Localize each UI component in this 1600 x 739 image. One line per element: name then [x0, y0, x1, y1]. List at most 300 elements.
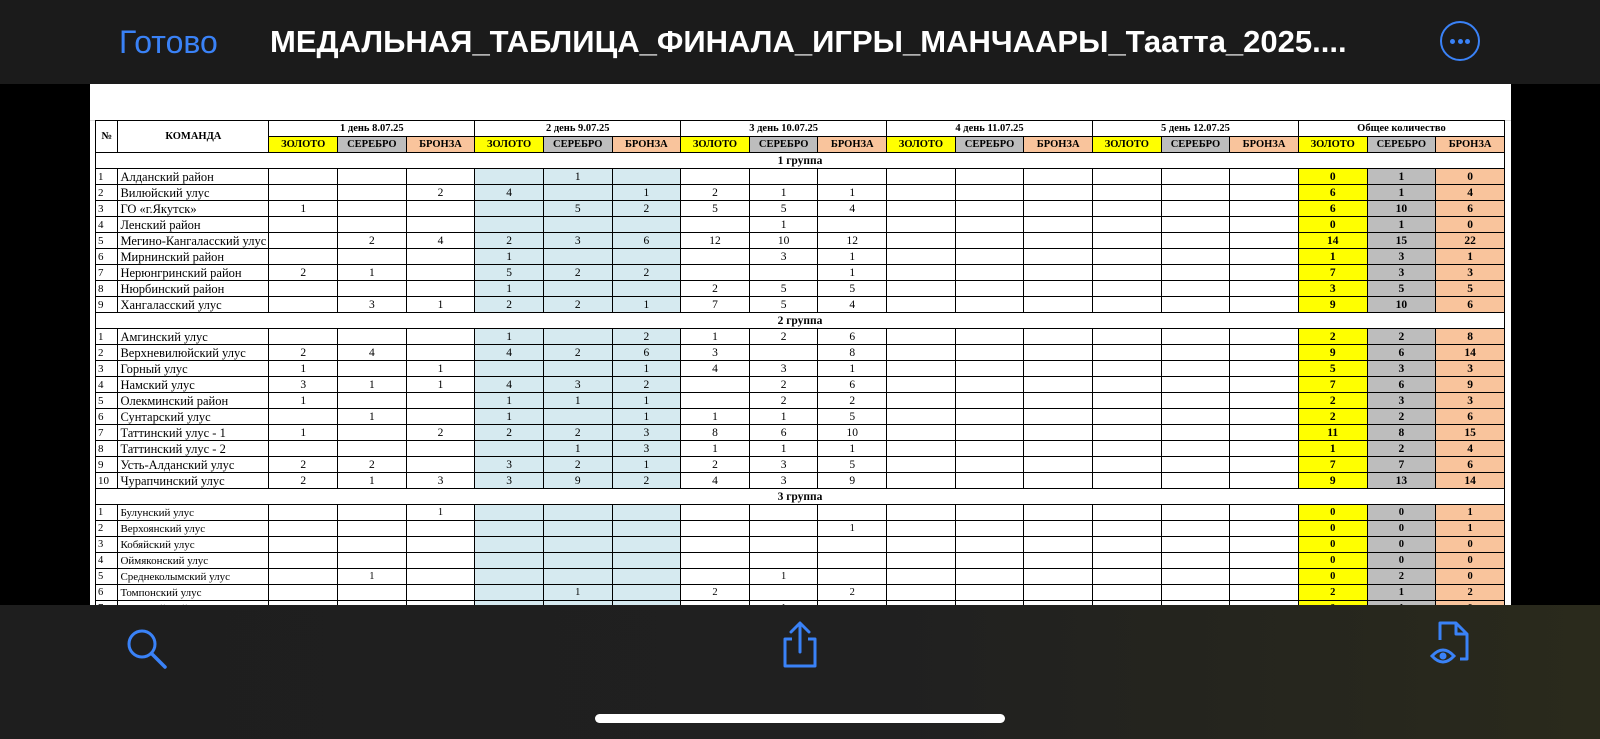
medal-count-cell: 1	[612, 409, 681, 425]
total-cell: 0	[1298, 537, 1367, 553]
medal-count-cell: 3	[475, 473, 544, 489]
medal-count-cell	[1092, 537, 1161, 553]
medal-count-cell: 1	[749, 409, 818, 425]
medal-count-cell	[1024, 217, 1093, 233]
medal-count-cell: 1	[749, 569, 818, 585]
medal-count-cell	[269, 569, 338, 585]
team-name: Таттинский улус - 2	[118, 441, 269, 457]
medal-count-cell	[1161, 441, 1230, 457]
group-title: 1 группа	[96, 153, 1505, 169]
total-cell: 9	[1298, 345, 1367, 361]
medal-header: ЗОЛОТО	[1298, 137, 1367, 153]
total-cell: 14	[1298, 233, 1367, 249]
medal-count-cell	[406, 217, 475, 233]
medal-count-cell: 1	[406, 297, 475, 313]
total-cell: 14	[1436, 345, 1505, 361]
row-number: 2	[96, 185, 118, 201]
table-row	[96, 473, 1505, 489]
medal-count-cell	[1161, 409, 1230, 425]
group-header-row	[96, 153, 1505, 169]
medal-count-cell	[1024, 537, 1093, 553]
medal-count-cell	[543, 249, 612, 265]
total-cell: 9	[1436, 377, 1505, 393]
day-header: 2 день 9.07.25	[475, 121, 681, 137]
total-cell: 2	[1367, 569, 1436, 585]
medal-count-cell	[269, 537, 338, 553]
medal-count-cell	[338, 217, 407, 233]
medal-count-cell: 2	[681, 585, 750, 601]
medal-count-cell	[1092, 249, 1161, 265]
medal-count-cell: 3	[749, 361, 818, 377]
medal-count-cell	[338, 505, 407, 521]
row-number: 5	[96, 393, 118, 409]
table-row	[96, 537, 1505, 553]
medal-count-cell	[338, 393, 407, 409]
total-cell: 1	[1367, 585, 1436, 601]
total-cell: 0	[1298, 505, 1367, 521]
medal-count-cell	[1092, 553, 1161, 569]
medal-count-cell	[749, 537, 818, 553]
medal-header: ЗОЛОТО	[269, 137, 338, 153]
total-cell: 7	[1298, 377, 1367, 393]
medal-count-cell: 1	[818, 441, 887, 457]
medal-count-cell	[612, 521, 681, 537]
team-name: Усть-Алданский улус	[118, 457, 269, 473]
table-row	[96, 569, 1505, 585]
medal-count-cell	[1092, 297, 1161, 313]
medal-count-cell	[887, 393, 956, 409]
total-cell: 7	[1298, 265, 1367, 281]
table-row	[96, 425, 1505, 441]
team-name: Мирнинский район	[118, 249, 269, 265]
medal-count-cell	[1024, 201, 1093, 217]
medal-count-cell	[406, 201, 475, 217]
medal-count-cell	[269, 553, 338, 569]
medal-count-cell	[612, 537, 681, 553]
total-cell: 22	[1436, 233, 1505, 249]
medal-count-cell	[338, 537, 407, 553]
medal-count-cell	[681, 393, 750, 409]
total-cell: 4	[1436, 185, 1505, 201]
medal-count-cell	[887, 233, 956, 249]
medal-header: БРОНЗА	[406, 137, 475, 153]
medal-count-cell	[269, 233, 338, 249]
medal-count-cell	[269, 217, 338, 233]
medal-count-cell	[955, 585, 1024, 601]
medal-count-cell	[887, 169, 956, 185]
medal-count-cell	[1024, 169, 1093, 185]
medal-count-cell	[681, 521, 750, 537]
medal-count-cell	[1161, 169, 1230, 185]
row-number: 4	[96, 553, 118, 569]
medal-count-cell	[543, 329, 612, 345]
medal-count-cell	[1230, 457, 1299, 473]
row-number: 9	[96, 297, 118, 313]
total-cell: 1	[1367, 169, 1436, 185]
team-name: Оймяконский улус	[118, 553, 269, 569]
row-number: 5	[96, 569, 118, 585]
medal-count-cell	[955, 377, 1024, 393]
empty-grid-rows	[90, 84, 1511, 121]
medal-count-cell	[681, 377, 750, 393]
total-cell: 6	[1436, 201, 1505, 217]
medal-count-cell: 1	[269, 425, 338, 441]
medal-count-cell: 1	[612, 393, 681, 409]
medal-count-cell	[1024, 361, 1093, 377]
medal-header-row	[96, 137, 1505, 153]
table-row	[96, 185, 1505, 201]
medal-count-cell: 1	[681, 441, 750, 457]
total-cell: 15	[1436, 425, 1505, 441]
medal-count-cell: 1	[269, 201, 338, 217]
medal-count-cell: 5	[749, 281, 818, 297]
medal-count-cell: 2	[818, 585, 887, 601]
medal-count-cell	[1161, 345, 1230, 361]
medal-count-cell	[1161, 537, 1230, 553]
row-number: 6	[96, 249, 118, 265]
total-cell: 0	[1298, 217, 1367, 233]
medal-count-cell	[681, 537, 750, 553]
team-name: Нюрбинский район	[118, 281, 269, 297]
medal-count-cell: 9	[543, 473, 612, 489]
medal-count-cell	[1024, 409, 1093, 425]
medal-count-cell: 2	[338, 233, 407, 249]
medal-count-cell	[1092, 505, 1161, 521]
medal-count-cell	[887, 473, 956, 489]
medal-count-cell	[955, 441, 1024, 457]
search-icon[interactable]	[125, 627, 169, 676]
medal-count-cell	[543, 553, 612, 569]
medal-count-cell	[1024, 329, 1093, 345]
medal-table	[95, 120, 1505, 617]
medal-count-cell	[887, 441, 956, 457]
medal-count-cell	[955, 457, 1024, 473]
medal-count-cell: 12	[681, 233, 750, 249]
medal-count-cell: 1	[543, 393, 612, 409]
medal-count-cell	[543, 521, 612, 537]
total-cell: 8	[1367, 425, 1436, 441]
medal-count-cell	[681, 553, 750, 569]
total-cell: 1	[1436, 505, 1505, 521]
medal-count-cell	[818, 537, 887, 553]
medal-count-cell	[1092, 169, 1161, 185]
table-row	[96, 553, 1505, 569]
medal-count-cell	[1024, 569, 1093, 585]
medal-count-cell	[887, 585, 956, 601]
document-title: МЕДАЛЬНАЯ_ТАБЛИЦА_ФИНАЛА_ИГРЫ_МАНЧААРЫ_Таатта_2025....	[270, 24, 1347, 59]
medal-count-cell	[955, 505, 1024, 521]
medal-count-cell	[681, 569, 750, 585]
medal-header: БРОНЗА	[1436, 137, 1505, 153]
day-header: 1 день 8.07.25	[269, 121, 475, 137]
medal-count-cell: 1	[818, 521, 887, 537]
medal-count-cell	[955, 185, 1024, 201]
medal-count-cell: 2	[749, 377, 818, 393]
total-cell: 6	[1436, 409, 1505, 425]
table-row	[96, 297, 1505, 313]
team-name: Верхоянский улус	[118, 521, 269, 537]
team-name: Сунтарский улус	[118, 409, 269, 425]
team-name: Вилюйский улус	[118, 185, 269, 201]
medal-count-cell	[887, 457, 956, 473]
row-number: 1	[96, 505, 118, 521]
medal-count-cell	[338, 185, 407, 201]
medal-count-cell: 1	[543, 441, 612, 457]
team-name: Томпонский улус	[118, 585, 269, 601]
medal-count-cell	[338, 521, 407, 537]
group-header-row	[96, 489, 1505, 505]
day-header: 5 день 12.07.25	[1092, 121, 1298, 137]
total-cell: 5	[1436, 281, 1505, 297]
medal-count-cell	[955, 169, 1024, 185]
total-cell: 0	[1298, 521, 1367, 537]
medal-count-cell	[887, 537, 956, 553]
medal-count-cell	[1161, 457, 1230, 473]
medal-count-cell	[338, 425, 407, 441]
total-cell: 2	[1367, 409, 1436, 425]
medal-count-cell: 1	[338, 473, 407, 489]
total-cell: 6	[1436, 457, 1505, 473]
table-row	[96, 345, 1505, 361]
medal-count-cell: 1	[818, 249, 887, 265]
medal-count-cell	[1024, 265, 1093, 281]
medal-count-cell	[955, 473, 1024, 489]
medal-count-cell	[1092, 185, 1161, 201]
medal-count-cell	[269, 505, 338, 521]
ellipsis-circle-icon[interactable]	[1440, 21, 1480, 61]
number-header: №	[96, 121, 118, 153]
total-cell: 2	[1367, 329, 1436, 345]
medal-count-cell	[1092, 441, 1161, 457]
medal-count-cell	[543, 505, 612, 521]
medal-count-cell	[955, 201, 1024, 217]
share-icon[interactable]	[779, 621, 821, 674]
medal-count-cell: 5	[681, 201, 750, 217]
medal-count-cell	[887, 569, 956, 585]
quick-look-icon[interactable]	[1430, 619, 1472, 674]
team-name: Хангаласский улус	[118, 297, 269, 313]
total-cell: 5	[1367, 281, 1436, 297]
medal-count-cell: 1	[749, 185, 818, 201]
medal-count-cell	[1024, 457, 1093, 473]
total-cell: 0	[1436, 217, 1505, 233]
medal-count-cell	[1161, 521, 1230, 537]
medal-count-cell	[1230, 217, 1299, 233]
total-cell: 0	[1298, 569, 1367, 585]
medal-count-cell	[887, 249, 956, 265]
group-header-row	[96, 313, 1505, 329]
medal-count-cell: 3	[338, 297, 407, 313]
medal-count-cell: 1	[475, 249, 544, 265]
medal-count-cell: 4	[681, 361, 750, 377]
medal-count-cell	[475, 201, 544, 217]
total-cell: 1	[1298, 441, 1367, 457]
medal-count-cell	[681, 217, 750, 233]
total-cell: 0	[1298, 553, 1367, 569]
medal-count-cell: 2	[612, 473, 681, 489]
medal-count-cell: 3	[612, 425, 681, 441]
medal-count-cell: 3	[749, 473, 818, 489]
medal-count-cell	[818, 505, 887, 521]
medal-count-cell	[543, 185, 612, 201]
medal-count-cell: 3	[543, 377, 612, 393]
medal-count-cell: 3	[269, 377, 338, 393]
medal-count-cell	[406, 569, 475, 585]
medal-count-cell	[1230, 585, 1299, 601]
row-number: 6	[96, 585, 118, 601]
row-number: 5	[96, 233, 118, 249]
medal-count-cell	[955, 393, 1024, 409]
row-number: 2	[96, 521, 118, 537]
medal-count-cell	[887, 217, 956, 233]
total-cell: 0	[1367, 553, 1436, 569]
medal-count-cell	[955, 569, 1024, 585]
medal-count-cell: 3	[475, 457, 544, 473]
medal-count-cell	[1092, 473, 1161, 489]
team-name: Таттинский улус - 1	[118, 425, 269, 441]
medal-count-cell	[1161, 265, 1230, 281]
medal-count-cell: 1	[338, 409, 407, 425]
medal-count-cell	[818, 553, 887, 569]
medal-count-cell	[1092, 457, 1161, 473]
medal-count-cell: 2	[543, 297, 612, 313]
day-header: 4 день 11.07.25	[887, 121, 1093, 137]
medal-count-cell	[1024, 585, 1093, 601]
medal-count-cell	[955, 361, 1024, 377]
medal-count-cell	[749, 345, 818, 361]
medal-count-cell: 1	[818, 265, 887, 281]
medal-count-cell	[475, 217, 544, 233]
medal-count-cell: 4	[475, 185, 544, 201]
total-cell: 7	[1298, 457, 1367, 473]
medal-count-cell	[749, 265, 818, 281]
table-row	[96, 457, 1505, 473]
group-title: 2 группа	[96, 313, 1505, 329]
medal-count-cell	[269, 585, 338, 601]
row-number: 8	[96, 441, 118, 457]
medal-count-cell: 4	[406, 233, 475, 249]
medal-count-cell	[818, 169, 887, 185]
medal-count-cell: 1	[543, 585, 612, 601]
medal-count-cell	[1024, 553, 1093, 569]
team-name: Среднеколымский улус	[118, 569, 269, 585]
medal-count-cell: 3	[749, 249, 818, 265]
medal-count-cell: 2	[338, 457, 407, 473]
medal-count-cell	[955, 297, 1024, 313]
medal-count-cell	[1230, 425, 1299, 441]
medal-count-cell	[406, 585, 475, 601]
medal-count-cell: 8	[681, 425, 750, 441]
medal-count-cell	[1092, 233, 1161, 249]
medal-count-cell	[475, 505, 544, 521]
medal-count-cell: 6	[612, 345, 681, 361]
medal-count-cell	[1092, 329, 1161, 345]
medal-count-cell: 2	[681, 185, 750, 201]
medal-count-cell	[1024, 297, 1093, 313]
total-cell: 9	[1298, 297, 1367, 313]
home-indicator[interactable]	[595, 714, 1005, 723]
total-cell: 10	[1367, 297, 1436, 313]
medal-count-cell	[681, 505, 750, 521]
total-cell: 1	[1436, 249, 1505, 265]
medal-count-cell	[955, 281, 1024, 297]
row-number: 8	[96, 281, 118, 297]
medal-count-cell	[955, 265, 1024, 281]
spreadsheet-view[interactable]	[90, 84, 1511, 605]
medal-count-cell	[955, 425, 1024, 441]
medal-count-cell: 5	[475, 265, 544, 281]
medal-count-cell: 1	[612, 361, 681, 377]
medal-count-cell	[269, 249, 338, 265]
medal-count-cell: 4	[818, 297, 887, 313]
medal-count-cell: 1	[475, 393, 544, 409]
table-row	[96, 281, 1505, 297]
medal-count-cell	[1092, 425, 1161, 441]
medal-count-cell: 2	[681, 281, 750, 297]
row-number: 4	[96, 217, 118, 233]
medal-count-cell: 3	[749, 457, 818, 473]
medal-count-cell	[1230, 233, 1299, 249]
row-number: 2	[96, 345, 118, 361]
medal-count-cell	[338, 553, 407, 569]
medal-count-cell	[1230, 185, 1299, 201]
total-cell: 3	[1298, 281, 1367, 297]
total-cell: 14	[1436, 473, 1505, 489]
medal-count-cell	[338, 361, 407, 377]
medal-count-cell: 7	[681, 297, 750, 313]
medal-count-cell	[1024, 441, 1093, 457]
medal-count-cell: 2	[475, 233, 544, 249]
team-header: КОМАНДА	[118, 121, 269, 153]
total-cell: 6	[1367, 377, 1436, 393]
medal-count-cell	[612, 217, 681, 233]
medal-header: ЗОЛОТО	[1092, 137, 1161, 153]
medal-count-cell	[406, 249, 475, 265]
medal-count-cell: 5	[749, 297, 818, 313]
medal-count-cell: 4	[681, 473, 750, 489]
total-cell: 8	[1436, 329, 1505, 345]
table-row	[96, 329, 1505, 345]
medal-count-cell	[338, 249, 407, 265]
medal-count-cell	[338, 329, 407, 345]
table-row	[96, 393, 1505, 409]
medal-count-cell	[406, 537, 475, 553]
medal-count-cell	[887, 553, 956, 569]
medal-count-cell	[1230, 249, 1299, 265]
table-row	[96, 233, 1505, 249]
medal-count-cell	[612, 505, 681, 521]
medal-header: СЕРЕБРО	[543, 137, 612, 153]
done-button[interactable]: Готово	[119, 24, 218, 60]
medal-count-cell	[1024, 425, 1093, 441]
medal-count-cell: 2	[543, 457, 612, 473]
medal-count-cell: 10	[749, 233, 818, 249]
total-cell: 0	[1436, 553, 1505, 569]
medal-count-cell	[269, 281, 338, 297]
row-number: 3	[96, 201, 118, 217]
medal-count-cell: 3	[543, 233, 612, 249]
medal-count-cell	[269, 185, 338, 201]
row-number: 3	[96, 537, 118, 553]
table-row	[96, 585, 1505, 601]
team-name: Амгинский улус	[118, 329, 269, 345]
total-cell: 10	[1367, 201, 1436, 217]
medal-count-cell	[1024, 377, 1093, 393]
medal-count-cell	[1230, 377, 1299, 393]
medal-count-cell: 1	[406, 377, 475, 393]
medal-count-cell: 2	[543, 425, 612, 441]
team-name: Горный улус	[118, 361, 269, 377]
